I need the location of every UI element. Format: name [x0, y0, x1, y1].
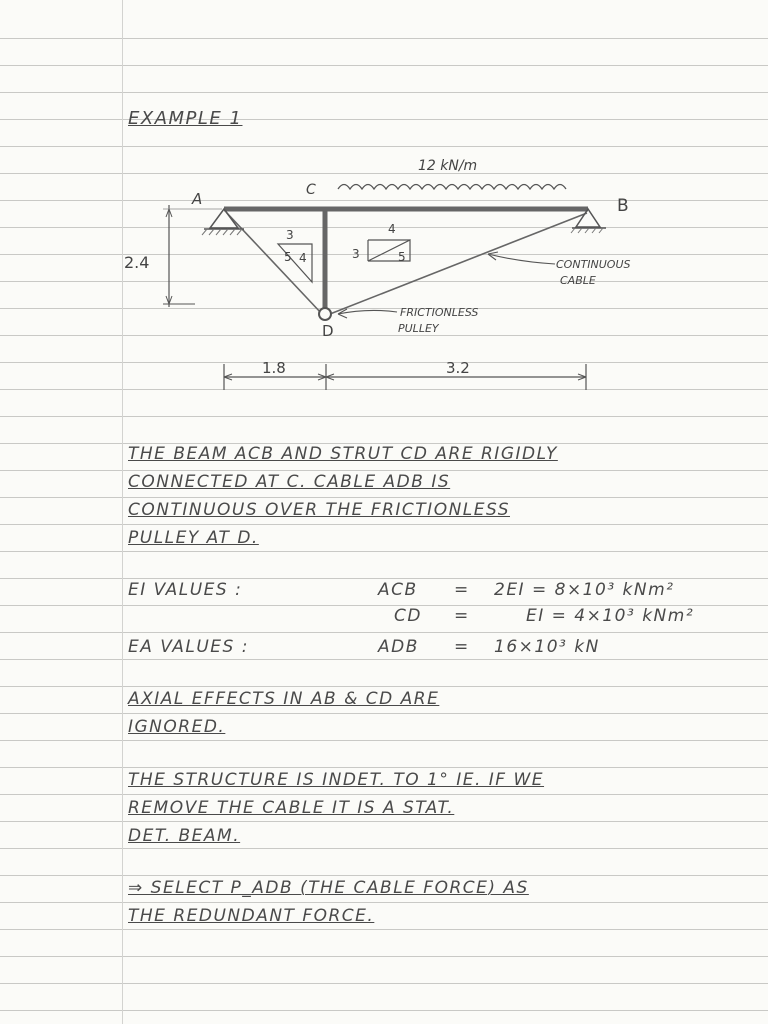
page-title: EXAMPLE 1	[128, 108, 243, 129]
para2-line-1: AXIAL EFFECTS IN AB & CD ARE	[128, 689, 440, 709]
ei-label: EI VALUES :	[128, 580, 243, 600]
pulley-label-2: PULLEY	[398, 322, 439, 335]
para2-line-2: IGNORED.	[128, 717, 226, 737]
ei-row1-value: 2EI = 8×10³ kNm²	[494, 580, 675, 600]
height-dimension	[163, 205, 222, 307]
ei-row2-member: CD	[394, 606, 422, 626]
pulley-d	[319, 308, 331, 320]
para1-line-1: THE BEAM ACB AND STRUT CD ARE RIGIDLY	[128, 444, 558, 464]
para1-line-4: PULLEY AT D.	[128, 528, 259, 548]
cable-ad	[226, 212, 322, 314]
dim-right-label: 3.2	[446, 359, 470, 377]
ei-row2-value: EI = 4×10³ kNm²	[526, 606, 695, 626]
para3-line-3: DET. BEAM.	[128, 826, 241, 846]
distributed-load	[338, 185, 566, 190]
slope-right-top: 4	[388, 222, 396, 236]
node-d-label: D	[322, 322, 334, 340]
para3-line-1: THE STRUCTURE IS INDET. TO 1° IE. IF WE	[128, 770, 545, 790]
slope-right-side: 3	[352, 247, 360, 261]
pulley-arrow	[338, 309, 397, 318]
para1-line-3: CONTINUOUS OVER THE FRICTIONLESS	[128, 500, 510, 520]
ei-row1-member: ACB	[378, 580, 418, 600]
node-c-label: C	[306, 182, 316, 198]
ea-eq: =	[454, 637, 470, 657]
para3-line-2: REMOVE THE CABLE IT IS A STAT.	[128, 798, 455, 818]
load-label: 12 kN/m	[418, 158, 478, 174]
ea-value: 16×10³ kN	[494, 637, 600, 657]
cable-label-1: CONTINUOUS	[556, 258, 631, 271]
node-b-label: B	[617, 196, 629, 216]
pin-support-a	[202, 209, 244, 235]
cable-label-2: CABLE	[560, 274, 596, 287]
pin-support-b	[571, 209, 606, 233]
ei-row2-eq: =	[454, 606, 470, 626]
slope-left-side: 4	[299, 251, 307, 265]
cable-arrow	[488, 252, 555, 264]
node-a-label: A	[192, 190, 203, 208]
structure-diagram	[0, 0, 768, 420]
para4-line-2: THE REDUNDANT FORCE.	[128, 906, 375, 926]
ea-member: ADB	[378, 637, 419, 657]
height-label: 2.4	[124, 253, 150, 272]
dim-left-label: 1.8	[262, 359, 286, 377]
slope-left-top: 3	[286, 228, 294, 242]
para1-line-2: CONNECTED AT C. CABLE ADB IS	[128, 472, 451, 492]
para4-line-1: ⇒ SELECT P_ADB (THE CABLE FORCE) AS	[128, 878, 529, 898]
pulley-label-1: FRICTIONLESS	[400, 306, 479, 319]
ea-label: EA VALUES :	[128, 637, 249, 657]
slope-left-hyp: 5	[284, 250, 292, 264]
slope-right-hyp: 5	[398, 250, 406, 264]
ei-row1-eq: =	[454, 580, 470, 600]
